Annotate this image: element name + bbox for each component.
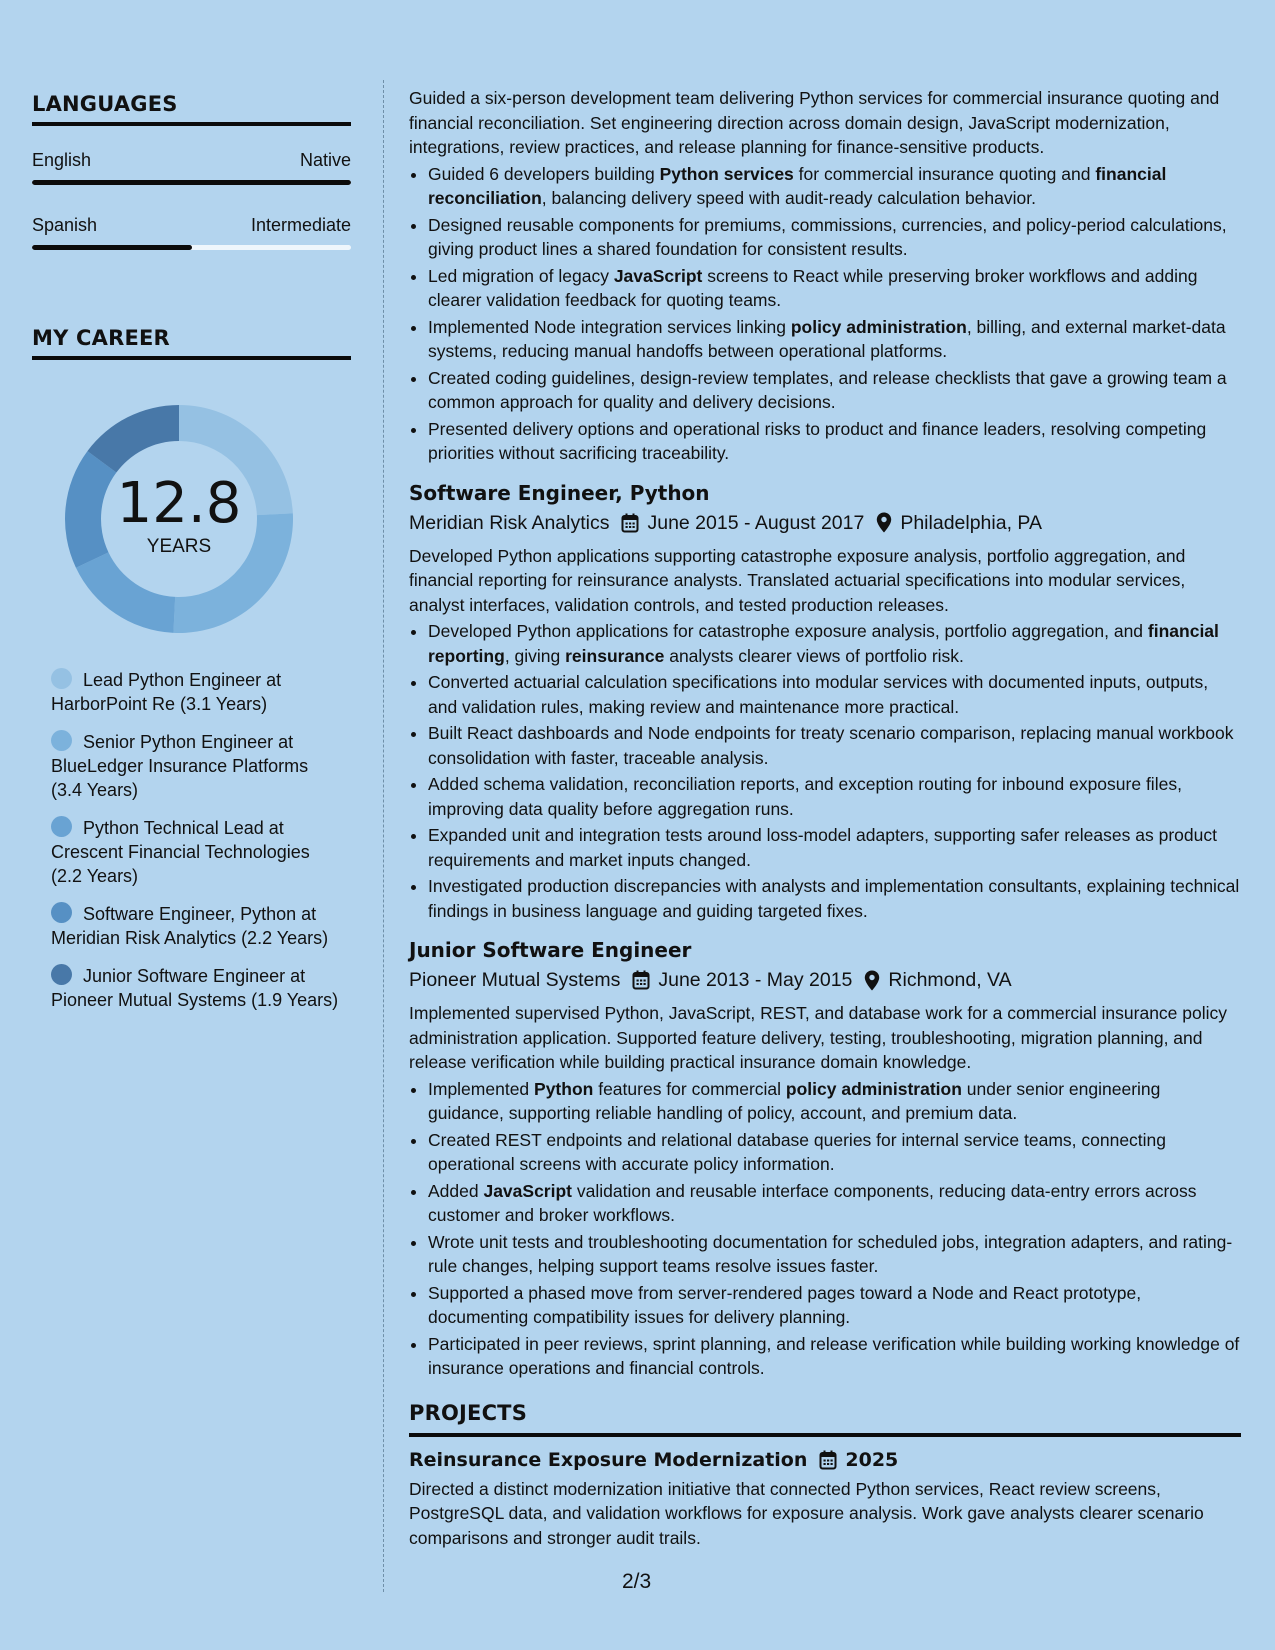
job-company: Pioneer Mutual Systems <box>409 969 621 991</box>
job-bullets <box>409 1077 1241 1381</box>
language-level: Native <box>299 150 351 170</box>
legend-dot-icon <box>51 902 72 923</box>
language-name: Spanish <box>32 215 98 235</box>
bullet-item: • Presented delivery options and operational risks to product and finance leaders, resolving competing priorities without sacrificing traceability. <box>428 417 1241 466</box>
job-dates: June 2013 - May 2015 <box>658 969 853 991</box>
bullet-item: • Created REST endpoints and relational database queries for internal service teams, connecting operational screens with accurate policy information. <box>428 1128 1241 1177</box>
career-donut-chart <box>64 404 294 634</box>
bullet-item: • Implemented Node integration services linking policy administration, billing, and external market-data systems, reducing manual handoffs between operational platforms. <box>428 315 1241 364</box>
job-location: Richmond, VA <box>888 969 1012 991</box>
bullet-item: • Designed reusable components for premiums, commissions, currencies, and policy-period calculations, giving product lines a shared foundation for consistent results. <box>428 213 1241 262</box>
job-continued <box>409 86 1241 466</box>
career-donut-center <box>64 471 294 558</box>
language-level: Intermediate <box>250 215 351 235</box>
job-summary: Guided a six-person development team delivering Python services for commercial insurance quoting and financial reconciliation. Set engineering direction across domain design, JavaScript modernization, integrations, review practices, and release planning for finance-sensitive products. <box>409 88 1220 157</box>
career-legend-item <box>51 730 341 802</box>
job-summary: Developed Python applications supporting catastrophe exposure analysis, portfolio aggregation, and financial reporting for reinsurance analysts. Translated actuarial specifications into modular services, analyst interfaces, validation controls, and tested production releases. <box>409 545 1186 615</box>
bullet-item: • Added schema validation, reconciliation reports, and exception routing for inbound exposure files, improving data quality before aggregation runs. <box>428 772 1241 821</box>
bullet-item: • Participated in peer reviews, sprint planning, and release verification while building working knowledge of insurance operations and financial controls. <box>428 1332 1241 1381</box>
sidebar <box>32 92 351 1026</box>
career-legend-label: Software Engineer, Python at Meridian Risk Analytics (2.2 Years) <box>51 904 329 948</box>
career-legend-label: Python Technical Lead at Crescent Financial Technologies (2.2 Years) <box>51 818 310 886</box>
legend-dot-icon <box>51 816 72 837</box>
job-entry <box>409 480 1241 924</box>
bullet-item: • Created coding guidelines, design-review templates, and release checklists that gave a growing team a common approach for quality and delivery decisions. <box>428 366 1241 415</box>
legend-dot-icon <box>51 730 72 751</box>
bullet-item: • Converted actuarial calculation specifications into modular services with documented inputs, outputs, and validation rules, making review and maintenance more practical. <box>428 670 1241 719</box>
career-total-years: 12.8 <box>116 471 242 536</box>
bullet-item: • Built React dashboards and Node endpoints for treaty scenario comparison, replacing manual workbook consolidation with faster, traceable analysis. <box>428 721 1241 770</box>
bullet-item: • Implemented Python features for commercial policy administration under senior engineering guidance, supporting reliable handling of policy, account, and premium data. <box>428 1077 1241 1126</box>
languages-heading: LANGUAGES <box>32 92 351 126</box>
career-section <box>32 326 351 1012</box>
bullet-item: • Added JavaScript validation and reusable interface components, reducing data-entry errors across customer and broker workflows. <box>428 1179 1241 1228</box>
career-legend-item <box>51 668 341 716</box>
bullet-item: • Guided 6 developers building Python services for commercial insurance quoting and financial reconciliation, balancing delivery speed with audit-ready calculation behavior. <box>428 162 1241 211</box>
projects-heading: PROJECTS <box>409 1401 1241 1437</box>
language-proficiency-fill <box>32 245 192 250</box>
job-company: Meridian Risk Analytics <box>409 511 610 534</box>
project-year: 2025 <box>845 1448 899 1471</box>
bullet-item: • Supported a phased move from server-rendered pages toward a Node and React prototype, documenting compatibility issues for delivery planning. <box>428 1281 1241 1330</box>
career-legend-item <box>51 964 341 1012</box>
legend-dot-icon <box>51 668 72 689</box>
job-meta <box>409 510 1241 536</box>
job-dates: June 2015 - August 2017 <box>647 511 865 534</box>
career-legend-label: Lead Python Engineer at HarborPoint Re (3.1 Years) <box>51 670 282 714</box>
job-entry <box>409 937 1241 1381</box>
column-divider <box>383 80 384 1592</box>
job-bullets <box>409 162 1241 466</box>
job-summary: Implemented supervised Python, JavaScript, REST, and database work for a commercial insurance policy administration application. Supported feature delivery, testing, troubleshooting, migration planning, and release verification while building practical insurance domain knowledge. <box>409 1003 1228 1072</box>
job-title: Software Engineer, Python <box>409 480 710 505</box>
job-bullets <box>409 619 1241 923</box>
page-number: 2/3 <box>622 1570 652 1593</box>
bullet-item: • Developed Python applications for catastrophe exposure analysis, portfolio aggregation, and financial reporting, giving reinsurance analysts clearer views of portfolio risk. <box>428 619 1241 668</box>
language-proficiency-bar <box>32 180 351 185</box>
job-location: Philadelphia, PA <box>900 511 1042 534</box>
career-legend-label: Senior Python Engineer at BlueLedger Insurance Platforms (3.4 Years) <box>51 732 309 800</box>
career-heading: MY CAREER <box>32 326 351 360</box>
legend-dot-icon <box>51 964 72 985</box>
location-pin-icon <box>876 512 892 533</box>
calendar-icon <box>621 513 639 533</box>
job-meta <box>409 967 1241 993</box>
career-legend-label: Junior Software Engineer at Pioneer Mutual Systems (1.9 Years) <box>51 966 339 1010</box>
language-proficiency-fill <box>32 180 351 185</box>
job-title: Junior Software Engineer <box>409 938 692 962</box>
bullet-item: • Investigated production discrepancies with analysts and implementation consultants, explaining technical findings in business language and guiding targeted fixes. <box>428 874 1241 923</box>
projects-section <box>409 1401 1241 1551</box>
location-pin-icon <box>864 970 880 991</box>
language-proficiency-bar <box>32 245 351 250</box>
bullet-item: • Expanded unit and integration tests around loss-model adapters, supporting safer releases as product requirements and market inputs changed. <box>428 823 1241 872</box>
project-name: Reinsurance Exposure Modernization <box>409 1448 808 1471</box>
career-legend-item <box>51 902 341 950</box>
bullet-item: • Led migration of legacy JavaScript screens to React while preserving broker workflows and adding clearer validation feedback for quoting teams. <box>428 264 1241 313</box>
project-description: Directed a distinct modernization initiative that connected Python services, React review screens, PostgreSQL data, and validation workflows for exposure analysis. Work gave analysts clearer scenario comparisons and stronger audit trails. <box>409 1478 1204 1548</box>
career-donut-segment <box>76 552 175 633</box>
career-total-unit: YEARS <box>146 536 212 557</box>
career-legend <box>51 668 351 1012</box>
calendar-icon <box>632 970 650 990</box>
calendar-icon <box>819 1450 837 1470</box>
language-name: English <box>32 150 92 170</box>
language-item <box>32 150 351 170</box>
career-legend-item <box>51 816 341 888</box>
bullet-item: • Wrote unit tests and troubleshooting documentation for scheduled jobs, integration adapters, and rating-rule changes, helping support teams resolve issues faster. <box>428 1230 1241 1279</box>
language-item <box>32 215 351 235</box>
project-title-row <box>409 1447 1241 1473</box>
main-content <box>409 86 1241 1550</box>
languages-section <box>32 92 351 250</box>
